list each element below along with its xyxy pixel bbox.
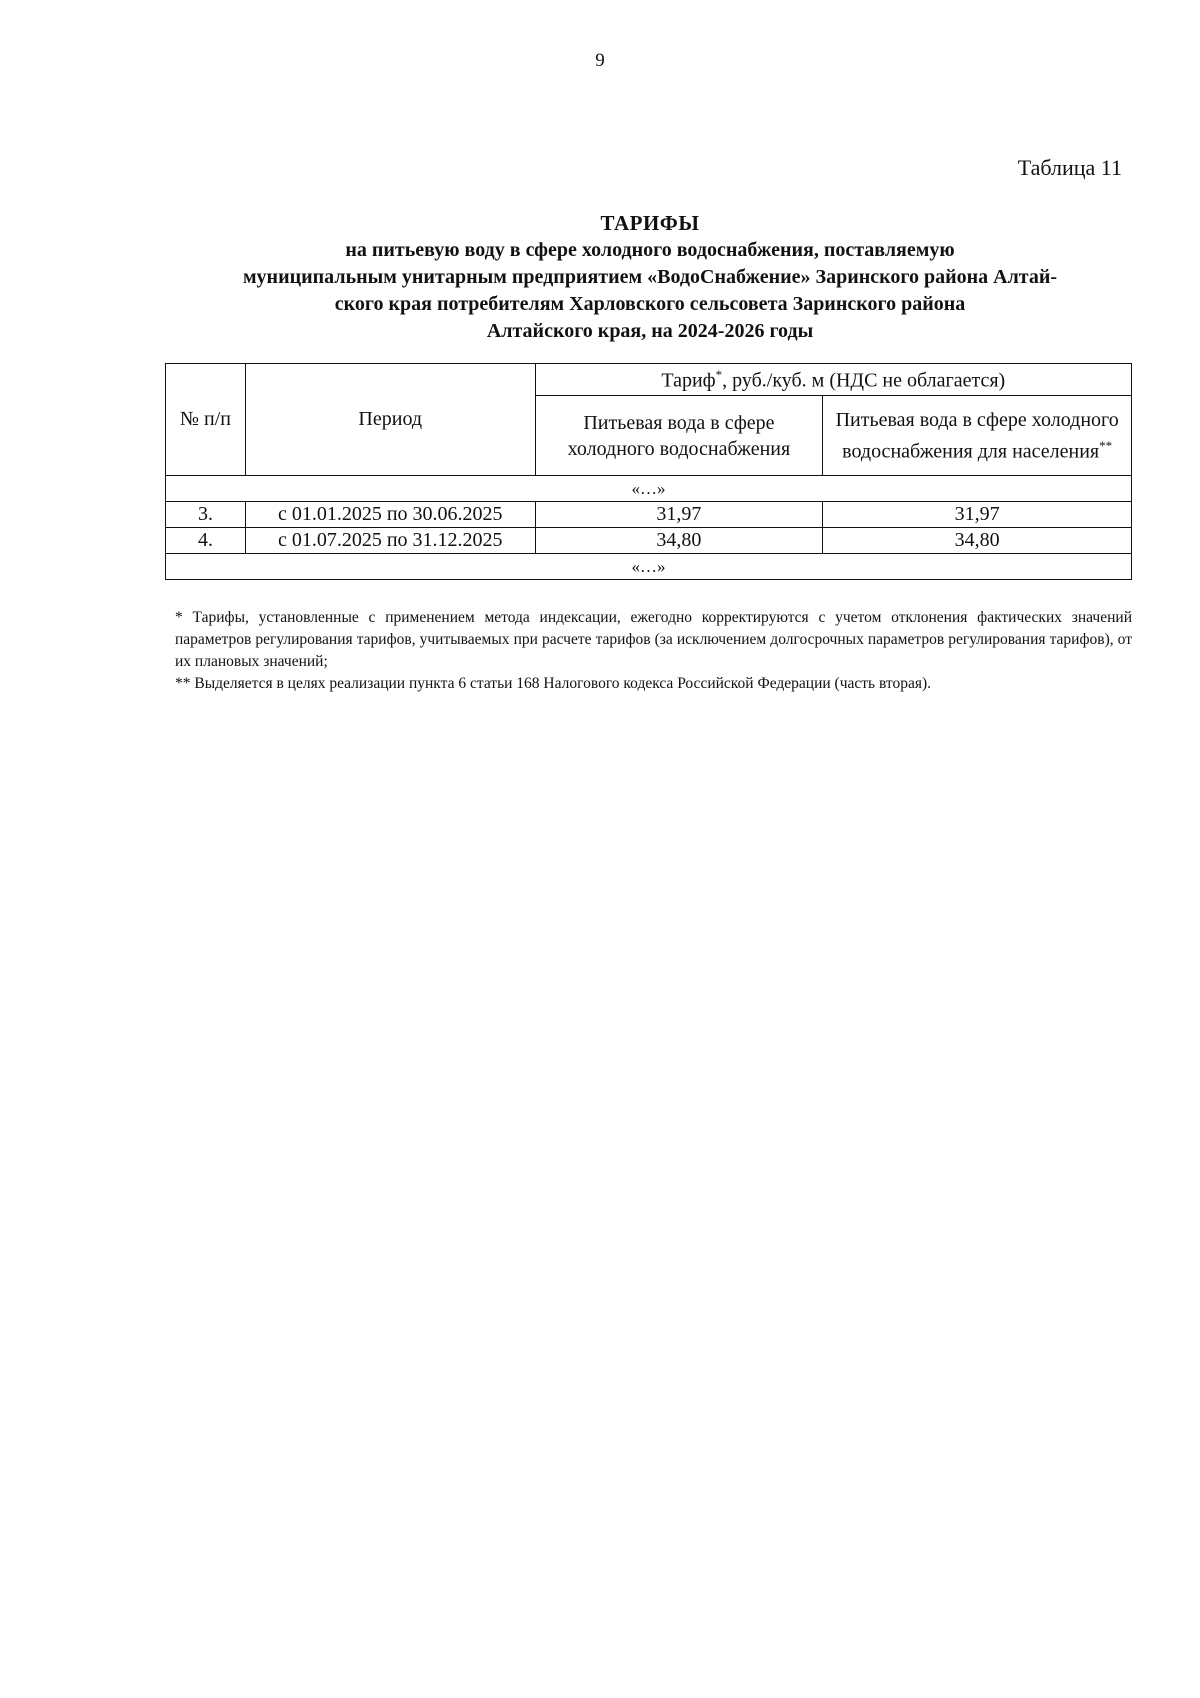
gap-row [166, 476, 1132, 502]
row-period: с 01.07.2025 по 31.12.2025 [245, 528, 535, 554]
header-col-water-population [823, 396, 1132, 476]
header-period: Период [245, 364, 535, 476]
gap-marker: «…» [166, 476, 1132, 502]
title-line-3: ского края потребителям Харловского сельсовета Заринского района [334, 293, 966, 315]
row-tariff: 31,97 [535, 502, 823, 528]
document-title [170, 210, 1130, 345]
title-line-2: муниципальным унитарным предприятием «ВодоСнабжение» Заринского района Алтай- [242, 266, 1058, 288]
table-caption: Таблица 11 [1017, 155, 1122, 180]
page-number: 9 [595, 50, 605, 71]
gap-row [166, 554, 1132, 580]
row-num: 4. [166, 528, 246, 554]
footnote-mark-2: ** [1099, 437, 1113, 453]
footnotes [175, 607, 1132, 695]
header-tariff-group [535, 364, 1131, 396]
gap-marker: «…» [166, 554, 1132, 580]
header-col-water [535, 396, 823, 476]
footnote-2: ** Выделяется в целях реализации пункта 6 статьи 168 Налогового кодекса Российской Федерации (часть вторая). [175, 675, 932, 692]
row-tariff-population: 34,80 [823, 528, 1132, 554]
header-col-population-label: Питьевая вода в сфере холодного водоснабжения для населения [835, 408, 1119, 463]
footnote-1: * Тарифы, установленные с применением метода индексации, ежегодно корректируются с учетом отклонения фактических значений параметров регулирования тарифов, учитываемых при расчете тарифов (за исключением долгосрочных параметров регулирования тарифов), от их плановых значений; [175, 609, 1132, 670]
header-row [166, 364, 1132, 396]
title-line-4: Алтайского края, на 2024-2026 годы [486, 320, 814, 342]
table-row [166, 502, 1132, 528]
row-period: с 01.01.2025 по 30.06.2025 [245, 502, 535, 528]
header-tariff-units: , руб./куб. м (НДС не облагается) [722, 369, 1006, 392]
header-num: № п/п [166, 364, 246, 476]
footnote-mark-1: * [715, 366, 723, 382]
row-tariff: 34,80 [535, 528, 823, 554]
row-num: 3. [166, 502, 246, 528]
title-line-1: на питьевую воду в сфере холодного водоснабжения, поставляемую [345, 239, 955, 261]
table-row [166, 528, 1132, 554]
row-tariff-population: 31,97 [823, 502, 1132, 528]
header-col-water-label: Питьевая вода в сфере холодного водоснабжения [567, 411, 791, 460]
header-tariff-label: Тариф [661, 369, 716, 392]
tariff-table [165, 363, 1132, 580]
title-main: ТАРИФЫ [600, 211, 700, 235]
